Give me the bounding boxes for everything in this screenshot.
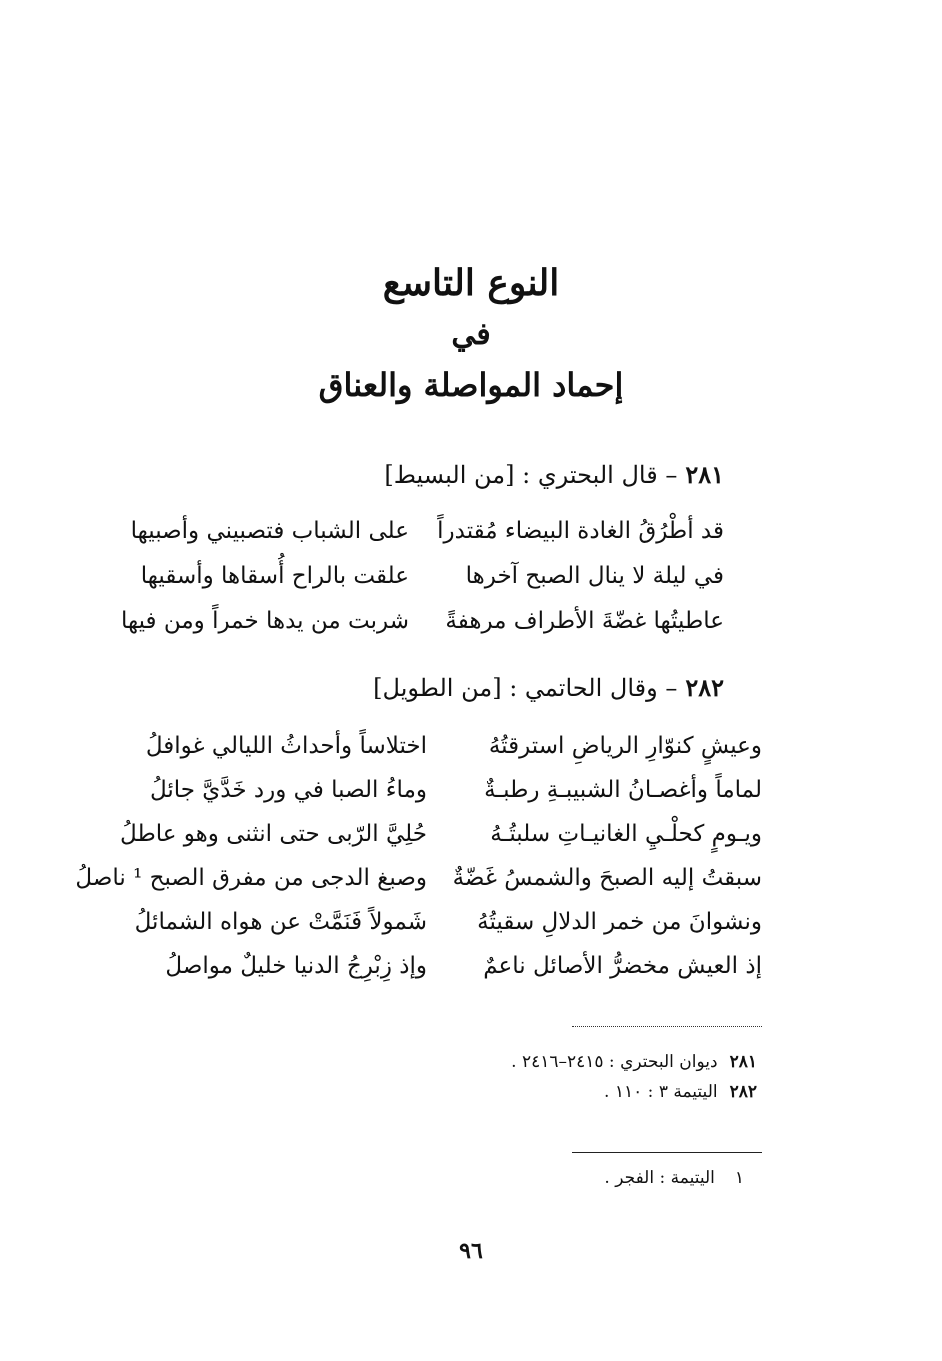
entry-number: ٢٨٢ (685, 673, 724, 702)
verse-second-hemistich: حُلِيَّ الرّبى حتى انثنى وهو عاطلُ (120, 821, 427, 847)
footnote (604, 1168, 744, 1188)
footnote-text: اليتيمة : الفجر . (604, 1168, 715, 1188)
verse-first-hemistich: إذ العيش مخضرُّ الأصائل ناعمٌ (483, 953, 762, 979)
verse-second-hemistich: وماءُ الصبا في ورد خَدَّيَّ جائلُ (149, 777, 427, 803)
verse-first-hemistich: ونشوانَ من خمر الدلالِ سقيتُهُ (477, 909, 762, 935)
verse-first-hemistich: عاطيتُها غضّةَ الأطراف مرهفةً (445, 608, 724, 634)
verse-second-hemistich: على الشباب فتصبيني وأصبيها (130, 518, 409, 544)
chapter-title-preposition: في (451, 317, 491, 352)
verse-first-hemistich: سبقتُ إليه الصبحَ والشمسُ غَضّةٌ (452, 865, 762, 891)
source-number: ٢٨٢ (729, 1082, 757, 1102)
verse-first-hemistich: ويـومٍ كحلْـيِ الغانيـاتِ سلبتُـهُ (490, 821, 762, 847)
footnote-number: ١ (734, 1168, 744, 1188)
verse-second-hemistich: شربت من يدها خمراً ومن فيها (120, 608, 409, 634)
footnote-divider (572, 1152, 762, 1153)
verse-second-hemistich: وإذ زِبْرِجُ الدنيا خليلٌ مواصلُ (165, 953, 427, 979)
chapter-subtitle: إحماد المواصلة والعناق (318, 366, 624, 404)
entry-281-heading (384, 460, 724, 489)
verse-first-hemistich: لماماً وأغصـانُ الشبيبـةِ رطبـةٌ (484, 777, 762, 803)
source-note (511, 1052, 757, 1072)
verse-first-hemistich: في ليلة لا ينال الصبح آخرها (465, 563, 724, 589)
page-number: ٩٦ (459, 1238, 483, 1264)
source-number: ٢٨١ (729, 1052, 757, 1072)
verse-first-hemistich: قد أطْرُقُ الغادة البيضاء مُقتدراً (437, 518, 724, 544)
verse-second-hemistich: اختلاساً وأحداثُ الليالي غوافلُ (145, 733, 427, 759)
source-text: ديوان البحتري : ٢٤١٥–٢٤١٦ . (511, 1052, 718, 1072)
source-text: اليتيمة ٣ : ١١٠ . (604, 1082, 718, 1102)
verse-second-hemistich: شَمولاً فَنَمَّتْ عن هواه الشمائلُ (134, 909, 427, 935)
entry-282-heading (373, 673, 724, 702)
source-note (604, 1082, 757, 1102)
entry-intro: – قال البحتري : [من البسيط] (384, 461, 678, 489)
entry-number: ٢٨١ (685, 460, 724, 489)
verse-second-hemistich: علقت بالراح أُسقاها وأسقيها (140, 563, 409, 589)
entry-intro: – وقال الحاتمي : [من الطويل] (373, 674, 678, 702)
sources-divider (572, 1026, 762, 1027)
verse-first-hemistich: وعيشٍ كنوّارِ الرياضِ استرقتُهُ (488, 733, 762, 759)
verse-second-hemistich: وصبغ الدجى من مفرق الصبح ¹ ناصلُ (75, 865, 427, 891)
chapter-title: النوع التاسع (382, 262, 560, 304)
